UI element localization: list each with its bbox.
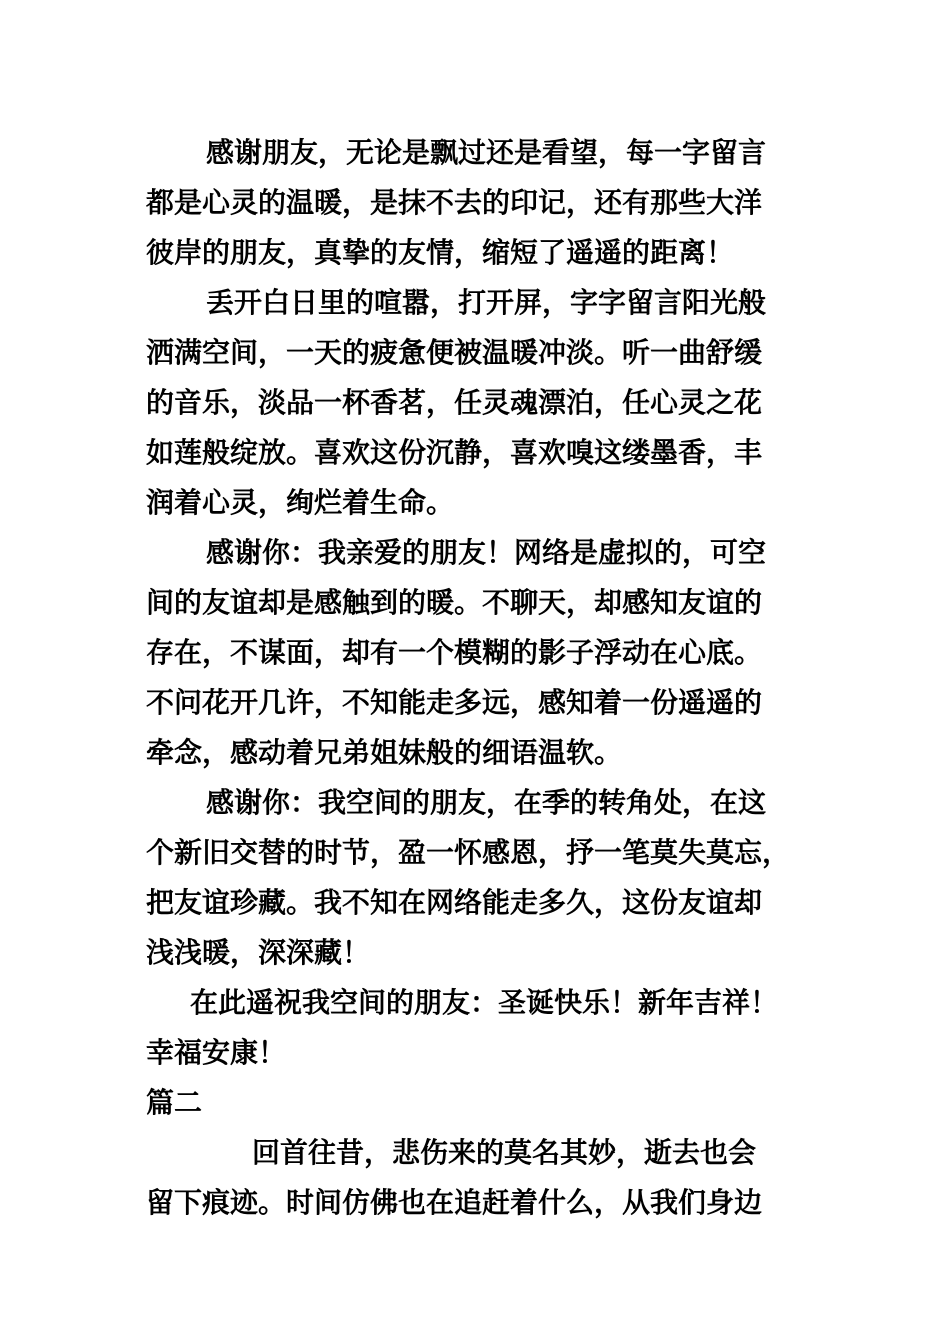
paragraph-line: 感谢你：我空间的朋友，在季的转角处，在这	[206, 786, 767, 819]
paragraph-line: 的音乐，淡品一杯香茗，任灵魂漂泊，任心灵之花	[146, 386, 763, 419]
paragraph-line: 个新旧交替的时节，盈一怀感恩，抒一笔莫失莫忘，	[146, 836, 791, 869]
paragraph-line: 洒满空间，一天的疲惫便被温暖冲淡。听一曲舒缓	[146, 336, 763, 369]
paragraph-line: 浅浅暖，深深藏！	[146, 936, 371, 969]
paragraph-line: 回首往昔，悲伤来的莫名其妙，逝去也会	[252, 1136, 757, 1169]
paragraph-line: 彼岸的朋友，真挚的友情，缩短了遥遥的距离！	[146, 236, 735, 269]
paragraph-line: 如莲般绽放。喜欢这份沉静，喜欢嗅这缕墨香，丰	[146, 436, 763, 469]
paragraph-line: 润着心灵，绚烂着生命。	[146, 486, 455, 519]
paragraph-line: 存在，不谋面，却有一个模糊的影子浮动在心底。	[146, 636, 763, 669]
paragraph-line: 都是心灵的温暖，是抹不去的印记，还有那些大洋	[146, 186, 763, 219]
paragraph-line: 牵念，感动着兄弟姐妹般的细语温软。	[146, 736, 623, 769]
paragraph-line: 不问花开几许，不知能走多远，感知着一份遥遥的	[146, 686, 763, 719]
paragraph-line: 在此遥祝我空间的朋友：圣诞快乐！新年吉祥！	[190, 986, 779, 1019]
paragraph-line: 把友谊珍藏。我不知在网络能走多久，这份友谊却	[146, 886, 763, 919]
paragraph-line: 间的友谊却是感触到的暖。不聊天，却感知友谊的	[146, 586, 763, 619]
section-heading: 篇二	[146, 1086, 203, 1119]
paragraph-line: 留下痕迹。时间仿佛也在追赶着什么，从我们身边	[146, 1186, 763, 1219]
paragraph-line: 丢开白日里的喧嚣，打开屏，字字留言阳光般	[206, 286, 767, 319]
paragraph-line: 幸福安康！	[146, 1036, 287, 1069]
paragraph-line: 感谢你：我亲爱的朋友！网络是虚拟的，可空	[206, 536, 767, 569]
paragraph-line: 感谢朋友，无论是飘过还是看望，每一字留言	[206, 136, 767, 169]
